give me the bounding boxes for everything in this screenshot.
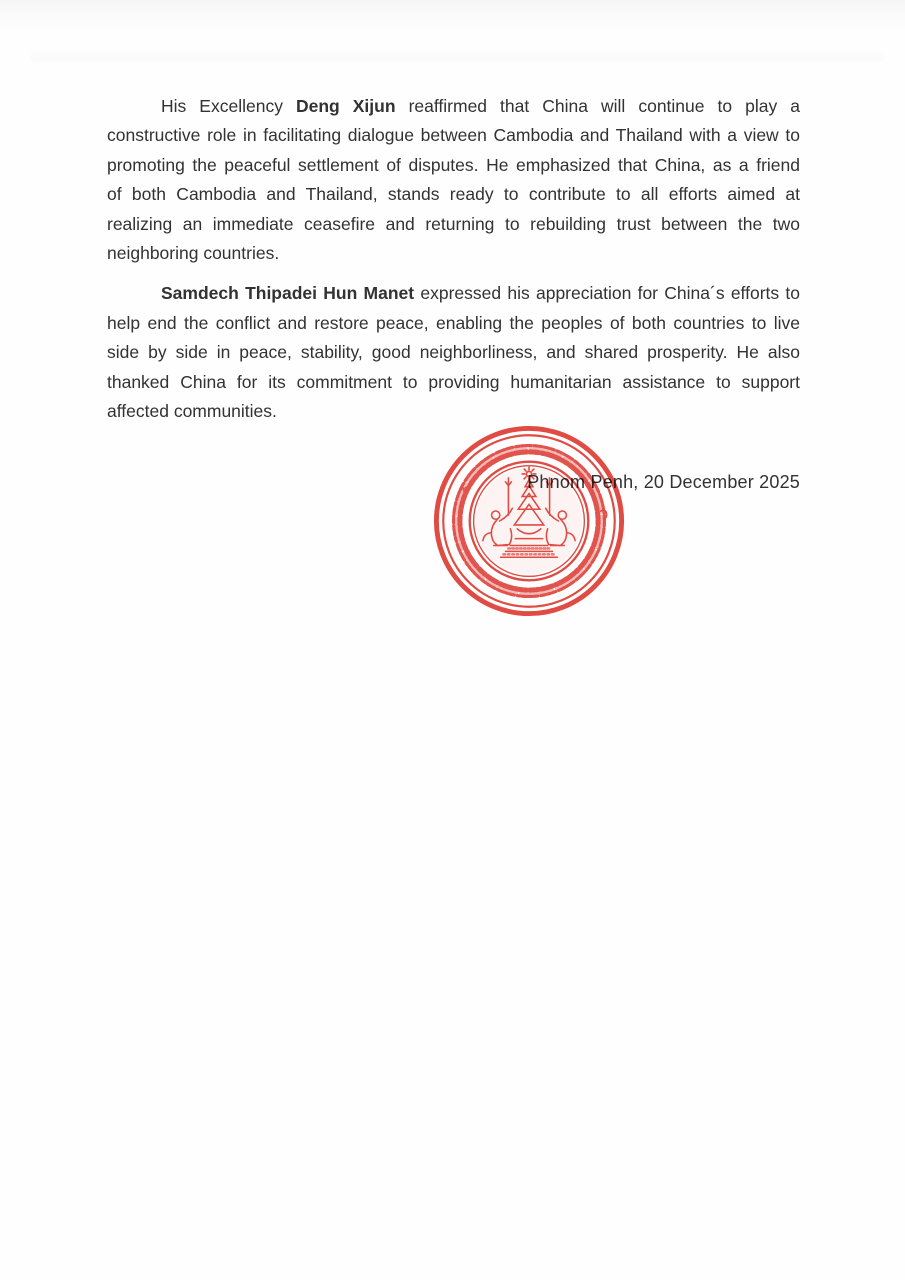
dateline: Phnom Penh, 20 December 2025	[527, 472, 800, 492]
text-line	[107, 210, 800, 239]
document-body	[107, 92, 800, 426]
text-line	[107, 92, 800, 121]
body-text: realizing an immediate ceasefire and returning to rebuilding trust between the two	[107, 213, 800, 234]
bold-name-text: Samdech Thipadei Hun Manet	[161, 283, 415, 304]
royal-arms-of-cambodia-icon	[431, 423, 627, 619]
text-line	[107, 151, 800, 180]
official-seal-stamp	[431, 423, 627, 619]
text-line	[107, 180, 800, 209]
text-line	[107, 121, 800, 150]
paragraph-1	[107, 92, 800, 268]
seal-separator-asterisk: *	[458, 483, 473, 501]
scan-artifact-smudge	[30, 52, 885, 62]
body-text: neighboring countries.	[107, 243, 280, 264]
body-text: side by side in peace, stability, good neighborliness, and shared prosperity. He also	[107, 342, 800, 363]
body-text: constructive role in facilitating dialogue between Cambodia and Thailand with a view to	[107, 125, 800, 146]
body-text: help end the conflict and restore peace, enabling the peoples of both countries to live	[107, 312, 800, 333]
paragraph-2	[107, 279, 800, 426]
text-line	[107, 239, 800, 268]
text-line	[107, 309, 800, 338]
body-text: thanked China for its commitment to providing humanitarian assistance to support	[107, 371, 800, 392]
text-line	[107, 338, 800, 367]
text-line	[107, 279, 800, 308]
body-text: reaffirmed that China will continue to play a	[395, 96, 801, 116]
body-text: expressed his appreciation for China´s efforts to	[414, 283, 800, 304]
bold-name-text: Deng Xijun	[295, 96, 396, 116]
body-text: of both Cambodia and Thailand, stands ready to contribute to all efforts aimed at	[107, 184, 800, 205]
scan-artifact-band	[0, 0, 905, 34]
body-text: promoting the peaceful settlement of disputes. He emphasized that China, as a friend	[107, 154, 800, 175]
body-text: His Excellency	[161, 96, 296, 116]
body-text: affected communities.	[107, 401, 277, 422]
text-line	[107, 368, 800, 397]
